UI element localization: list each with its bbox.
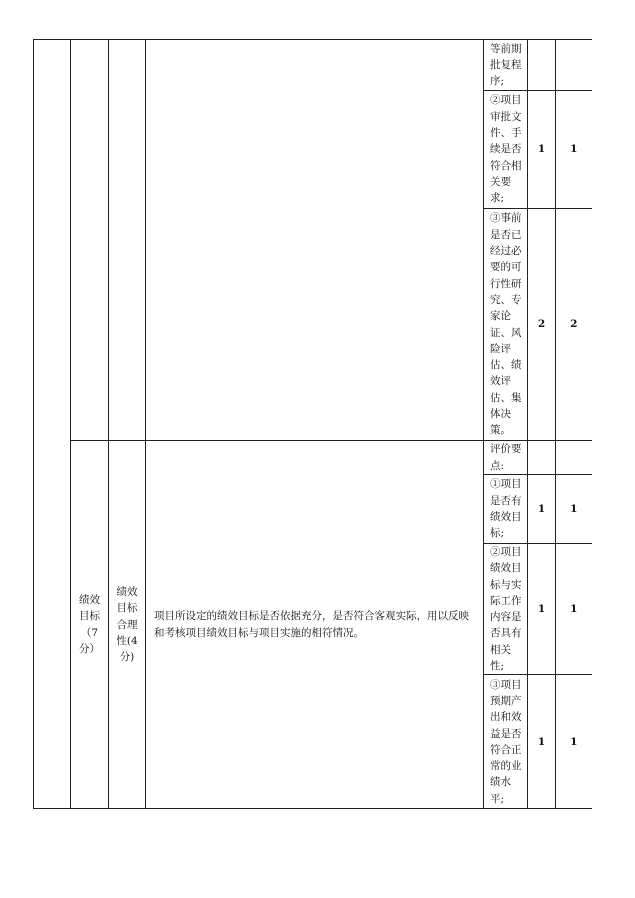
criterion-cell: 等前期 批复程 序;: [484, 40, 528, 91]
weight-cell: 1: [528, 675, 556, 809]
description-cell-upper: [146, 40, 484, 441]
criterion-cell: ②项目 审批文 件、手 续是否 符合相 关要 求;: [484, 91, 528, 209]
score-cell: 1: [556, 544, 592, 675]
score-cell: 2: [556, 209, 592, 441]
criterion-cell: ②项目 绩效目 标与实 际工作 内容是 否具有 相关 性;: [484, 544, 528, 675]
weight-cell: [528, 40, 556, 91]
criterion-cell: ③事前 是否已 经过必 要的可 行性研 究、专 家论 证、风 险评 估、绩 效评 估、集 体决 策。: [484, 209, 528, 441]
indicator-description: 项目所设定的绩效目标是否依据充分，是否符合客观实际，用以反映和考核项目绩效目标与项目实施的相符情况。: [146, 441, 484, 809]
level1-indicator: 绩效 目标 （7 分）: [71, 441, 109, 809]
table-row: [34, 40, 592, 91]
criterion-cell: ③项目 预期产 出和效 益是否 符合正 常的业 绩水 平;: [484, 675, 528, 809]
table-row: [34, 441, 592, 475]
score-cell: 1: [556, 91, 592, 209]
weight-cell: 1: [528, 475, 556, 544]
level2-indicator: 绩效 目标 合理 性(4 分): [109, 441, 146, 809]
level2-cell-upper: [109, 40, 146, 441]
weight-cell: [528, 441, 556, 475]
score-cell: [556, 441, 592, 475]
evaluation-table: [33, 39, 592, 809]
score-cell: 1: [556, 475, 592, 544]
weight-cell: 1: [528, 544, 556, 675]
weight-cell: 2: [528, 209, 556, 441]
weight-cell: 1: [528, 91, 556, 209]
criterion-cell: 评价要 点:: [484, 441, 528, 475]
score-cell: 1: [556, 675, 592, 809]
score-cell: [556, 40, 592, 91]
level1-cell-upper: [71, 40, 109, 441]
criterion-cell: ①项目 是否有 绩效目 标;: [484, 475, 528, 544]
category-cell: [34, 40, 71, 809]
